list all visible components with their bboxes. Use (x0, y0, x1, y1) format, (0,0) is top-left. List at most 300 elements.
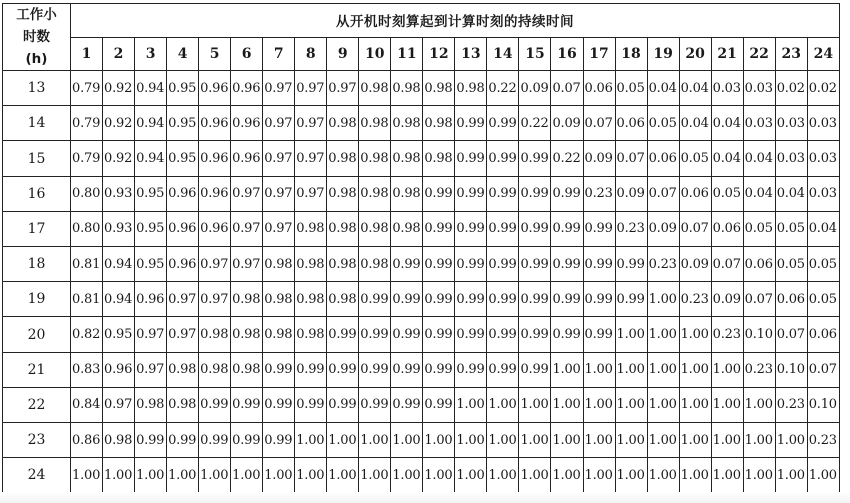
table-cell: 0.02 (775, 71, 807, 106)
table-cell: 0.99 (519, 211, 551, 246)
table-cell: 0.99 (487, 176, 519, 211)
table-cell: 0.98 (199, 317, 231, 352)
table-cell: 1.00 (615, 352, 647, 387)
table-cell: 0.09 (519, 71, 551, 106)
table-cell: 0.95 (103, 317, 135, 352)
table-cell: 0.95 (135, 176, 167, 211)
table-cell: 1.00 (551, 423, 583, 458)
table-cell: 0.98 (167, 387, 199, 422)
table-cell: 0.99 (455, 352, 487, 387)
table-cell: 0.99 (615, 282, 647, 317)
table-cell: 0.04 (679, 71, 711, 106)
table-cell: 1.00 (231, 458, 263, 493)
row-hours-label: 15 (3, 141, 71, 176)
column-header-20: 20 (679, 37, 711, 71)
table-cell: 0.98 (423, 71, 455, 106)
table-cell: 0.98 (391, 141, 423, 176)
table-cell: 0.96 (199, 211, 231, 246)
column-header-14: 14 (487, 37, 519, 71)
table-cell: 0.95 (135, 247, 167, 282)
table-cell: 0.99 (551, 176, 583, 211)
row-header-corner (3, 4, 71, 71)
table-cell: 0.98 (135, 387, 167, 422)
table-cell: 0.04 (743, 176, 775, 211)
table-cell: 0.99 (423, 387, 455, 422)
table-cell: 0.99 (391, 282, 423, 317)
table-cell: 1.00 (711, 423, 743, 458)
column-header-12: 12 (423, 37, 455, 71)
table-cell: 0.22 (519, 106, 551, 141)
table-cell: 0.22 (487, 71, 519, 106)
duration-span-title: 从开机时刻算起到计算时刻的持续时间 (71, 4, 840, 38)
table-cell: 0.79 (71, 141, 103, 176)
table-cell: 0.97 (263, 71, 295, 106)
table-cell: 0.97 (135, 317, 167, 352)
table-cell: 0.99 (455, 247, 487, 282)
table-cell: 0.99 (551, 211, 583, 246)
table-cell: 0.96 (199, 106, 231, 141)
row-hours-label: 20 (3, 317, 71, 352)
table-cell: 0.03 (807, 141, 839, 176)
coefficient-table (2, 3, 840, 494)
table-cell: 1.00 (423, 423, 455, 458)
table-cell: 0.05 (743, 211, 775, 246)
table-cell: 0.94 (103, 282, 135, 317)
table-cell: 0.99 (295, 352, 327, 387)
table-cell: 0.97 (295, 71, 327, 106)
table-cell: 0.98 (455, 71, 487, 106)
table-cell: 1.00 (807, 458, 839, 493)
table-cell: 1.00 (455, 387, 487, 422)
column-header-9: 9 (327, 37, 359, 71)
table-cell: 1.00 (263, 458, 295, 493)
table-cell: 0.99 (551, 282, 583, 317)
table-cell: 1.00 (583, 458, 615, 493)
table-cell: 0.98 (295, 282, 327, 317)
table-cell: 1.00 (519, 458, 551, 493)
row-hours-label: 17 (3, 211, 71, 246)
column-header-19: 19 (647, 37, 679, 71)
table-cell: 0.86 (71, 423, 103, 458)
table-cell: 1.00 (647, 458, 679, 493)
table-cell: 0.98 (199, 352, 231, 387)
column-header-23: 23 (775, 37, 807, 71)
table-cell: 0.10 (807, 387, 839, 422)
column-header-7: 7 (263, 37, 295, 71)
table-row (3, 282, 840, 317)
table-cell: 0.06 (807, 317, 839, 352)
table-cell: 0.03 (743, 106, 775, 141)
table-cell: 0.98 (359, 247, 391, 282)
table-cell: 0.96 (231, 71, 263, 106)
table-cell: 0.79 (71, 71, 103, 106)
table-cell: 0.99 (519, 176, 551, 211)
table-cell: 1.00 (647, 352, 679, 387)
table-cell: 0.98 (295, 211, 327, 246)
table-cell: 1.00 (551, 387, 583, 422)
table-cell: 0.98 (263, 282, 295, 317)
column-header-6: 6 (231, 37, 263, 71)
table-cell: 0.97 (263, 176, 295, 211)
column-header-10: 10 (359, 37, 391, 71)
table-cell: 0.94 (135, 141, 167, 176)
table-cell: 0.96 (167, 176, 199, 211)
table-cell: 0.99 (519, 247, 551, 282)
table-cell: 0.23 (615, 211, 647, 246)
column-header-8: 8 (295, 37, 327, 71)
corner-line-2: 时数 (23, 29, 50, 45)
table-cell: 0.99 (135, 423, 167, 458)
table-cell: 1.00 (455, 458, 487, 493)
table-cell: 1.00 (551, 352, 583, 387)
table-cell: 0.99 (583, 317, 615, 352)
table-cell: 0.06 (775, 282, 807, 317)
table-cell: 0.98 (231, 352, 263, 387)
table-cell: 0.96 (167, 247, 199, 282)
column-header-5: 5 (199, 37, 231, 71)
table-cell: 0.98 (327, 211, 359, 246)
table-cell: 0.99 (327, 317, 359, 352)
table-cell: 1.00 (327, 423, 359, 458)
table-cell: 0.96 (231, 141, 263, 176)
table-cell: 1.00 (775, 458, 807, 493)
table-cell: 0.96 (135, 282, 167, 317)
column-header-15: 15 (519, 37, 551, 71)
table-cell: 0.97 (135, 352, 167, 387)
table-cell: 0.97 (263, 141, 295, 176)
table-cell: 0.99 (487, 211, 519, 246)
table-cell: 0.99 (423, 176, 455, 211)
table-cell: 0.07 (711, 247, 743, 282)
row-hours-label: 22 (3, 387, 71, 422)
table-cell: 0.84 (71, 387, 103, 422)
table-cell: 0.98 (391, 176, 423, 211)
table-cell: 0.98 (391, 106, 423, 141)
table-cell: 0.81 (71, 247, 103, 282)
table-cell: 0.23 (647, 247, 679, 282)
table-cell: 0.04 (711, 141, 743, 176)
table-cell: 0.05 (647, 106, 679, 141)
table-cell: 0.06 (679, 176, 711, 211)
table-cell: 0.95 (135, 211, 167, 246)
table-row (3, 176, 840, 211)
table-cell: 1.00 (679, 352, 711, 387)
table-cell: 0.06 (647, 141, 679, 176)
table-cell: 0.03 (711, 71, 743, 106)
table-cell: 0.99 (359, 387, 391, 422)
table-cell: 0.97 (295, 141, 327, 176)
table-cell: 0.97 (263, 211, 295, 246)
table-cell: 0.98 (359, 141, 391, 176)
table-cell: 1.00 (103, 458, 135, 493)
table-cell: 0.99 (359, 317, 391, 352)
table-cell: 0.99 (231, 423, 263, 458)
table-cell: 0.09 (647, 211, 679, 246)
table-cell: 0.96 (199, 176, 231, 211)
table-cell: 0.05 (679, 141, 711, 176)
table-cell: 0.99 (167, 423, 199, 458)
table-cell: 1.00 (455, 423, 487, 458)
table-cell: 1.00 (71, 458, 103, 493)
table-cell: 0.99 (455, 141, 487, 176)
table-cell: 0.97 (199, 282, 231, 317)
table-cell: 1.00 (167, 458, 199, 493)
table-cell: 1.00 (679, 387, 711, 422)
row-hours-label: 18 (3, 247, 71, 282)
table-cell: 0.07 (775, 317, 807, 352)
table-cell: 0.99 (423, 317, 455, 352)
table-cell: 0.04 (679, 106, 711, 141)
table-cell: 0.04 (711, 106, 743, 141)
table-cell: 0.07 (807, 352, 839, 387)
table-cell: 0.09 (711, 282, 743, 317)
table-cell: 0.99 (583, 282, 615, 317)
table-cell: 0.98 (359, 176, 391, 211)
table-cell: 0.98 (359, 71, 391, 106)
table-cell: 0.99 (263, 387, 295, 422)
table-cell: 0.94 (135, 71, 167, 106)
table-cell: 0.07 (679, 211, 711, 246)
table-cell: 0.99 (391, 352, 423, 387)
table-cell: 0.99 (327, 387, 359, 422)
table-cell: 0.99 (359, 352, 391, 387)
table-cell: 0.07 (551, 71, 583, 106)
table-cell: 1.00 (359, 458, 391, 493)
table-cell: 0.98 (327, 247, 359, 282)
table-cell: 0.99 (487, 141, 519, 176)
table-cell: 0.80 (71, 211, 103, 246)
column-header-4: 4 (167, 37, 199, 71)
table-cell: 0.94 (103, 247, 135, 282)
table-cell: 0.83 (71, 352, 103, 387)
table-cell: 0.99 (263, 423, 295, 458)
table-cell: 0.99 (199, 423, 231, 458)
corner-line-3: (h) (25, 51, 48, 67)
table-cell: 0.79 (71, 106, 103, 141)
table-cell: 0.97 (231, 247, 263, 282)
table-cell: 0.98 (263, 317, 295, 352)
table-cell: 0.98 (295, 247, 327, 282)
table-cell: 0.98 (327, 106, 359, 141)
table-cell: 1.00 (487, 387, 519, 422)
table-cell: 0.04 (807, 211, 839, 246)
table-row (3, 387, 840, 422)
table-cell: 0.23 (807, 423, 839, 458)
table-cell: 0.95 (167, 71, 199, 106)
table-row (3, 71, 840, 106)
table-cell: 0.04 (775, 176, 807, 211)
table-cell: 0.05 (711, 176, 743, 211)
table-cell: 1.00 (359, 423, 391, 458)
table-cell: 1.00 (519, 423, 551, 458)
table-cell: 0.99 (583, 247, 615, 282)
table-cell: 0.99 (391, 317, 423, 352)
column-header-17: 17 (583, 37, 615, 71)
row-hours-label: 14 (3, 106, 71, 141)
table-cell: 0.98 (391, 71, 423, 106)
table-row (3, 423, 840, 458)
column-header-1: 1 (71, 37, 103, 71)
table-cell: 0.99 (551, 247, 583, 282)
table-cell: 0.99 (487, 282, 519, 317)
column-header-3: 3 (135, 37, 167, 71)
table-cell: 0.98 (231, 282, 263, 317)
column-header-16: 16 (551, 37, 583, 71)
table-cell: 0.99 (519, 317, 551, 352)
table-cell: 0.06 (743, 247, 775, 282)
table-cell: 0.98 (359, 211, 391, 246)
corner-line-1: 工作小 (16, 7, 57, 23)
table-cell: 0.95 (167, 106, 199, 141)
table-cell: 1.00 (647, 282, 679, 317)
table-cell: 0.03 (807, 176, 839, 211)
table-cell: 0.99 (423, 247, 455, 282)
table-cell: 0.05 (807, 282, 839, 317)
table-cell: 0.99 (487, 106, 519, 141)
table-cell: 0.97 (103, 387, 135, 422)
table-cell: 1.00 (647, 387, 679, 422)
table-cell: 1.00 (487, 423, 519, 458)
column-header-21: 21 (711, 37, 743, 71)
table-cell: 0.99 (487, 317, 519, 352)
page-bottom-margin (0, 492, 850, 503)
table-cell: 0.23 (711, 317, 743, 352)
table-cell: 1.00 (711, 352, 743, 387)
table-cell: 0.09 (551, 106, 583, 141)
table-cell: 0.99 (455, 282, 487, 317)
table-cell: 0.99 (199, 387, 231, 422)
table-cell: 1.00 (711, 387, 743, 422)
table-cell: 0.99 (583, 211, 615, 246)
table-cell: 0.09 (583, 141, 615, 176)
table-cell: 1.00 (295, 458, 327, 493)
row-hours-label: 19 (3, 282, 71, 317)
table-cell: 0.99 (263, 352, 295, 387)
table-cell: 1.00 (199, 458, 231, 493)
table-cell: 0.96 (199, 141, 231, 176)
table-cell: 0.98 (231, 317, 263, 352)
column-header-18: 18 (615, 37, 647, 71)
table-cell: 0.96 (103, 352, 135, 387)
column-header-11: 11 (391, 37, 423, 71)
table-cell: 1.00 (519, 387, 551, 422)
table-cell: 0.96 (231, 106, 263, 141)
table-body (3, 71, 840, 494)
table-cell: 0.80 (71, 176, 103, 211)
table-cell: 1.00 (615, 317, 647, 352)
table-cell: 0.09 (615, 176, 647, 211)
table-cell: 0.99 (519, 352, 551, 387)
table-row (3, 211, 840, 246)
table-cell: 1.00 (647, 423, 679, 458)
table-cell: 0.97 (263, 106, 295, 141)
table-cell: 1.00 (391, 423, 423, 458)
table-cell: 0.99 (423, 352, 455, 387)
table-row (3, 106, 840, 141)
table-cell: 0.23 (775, 387, 807, 422)
table-cell: 0.98 (391, 211, 423, 246)
table-cell: 0.04 (743, 141, 775, 176)
table-cell: 0.99 (615, 247, 647, 282)
table-cell: 1.00 (679, 458, 711, 493)
table-cell: 0.93 (103, 176, 135, 211)
table-cell: 0.97 (231, 211, 263, 246)
table-cell: 1.00 (135, 458, 167, 493)
column-header-13: 13 (455, 37, 487, 71)
table-cell: 0.99 (519, 282, 551, 317)
table-cell: 0.03 (807, 106, 839, 141)
table-cell: 0.99 (455, 106, 487, 141)
table-cell: 1.00 (679, 423, 711, 458)
table-cell: 0.94 (135, 106, 167, 141)
table-cell: 0.06 (583, 71, 615, 106)
table-cell: 0.93 (103, 211, 135, 246)
table-cell: 0.23 (743, 352, 775, 387)
table-cell: 0.99 (391, 247, 423, 282)
table-cell: 0.23 (679, 282, 711, 317)
table-cell: 0.04 (647, 71, 679, 106)
table-cell: 0.99 (487, 247, 519, 282)
table-cell: 0.99 (551, 317, 583, 352)
table-cell: 1.00 (711, 458, 743, 493)
row-hours-label: 21 (3, 352, 71, 387)
table-cell: 0.99 (455, 176, 487, 211)
table-cell: 0.96 (199, 71, 231, 106)
column-header-2: 2 (103, 37, 135, 71)
table-cell: 0.98 (423, 106, 455, 141)
table-cell: 0.98 (167, 352, 199, 387)
table-cell: 0.99 (487, 352, 519, 387)
table-cell: 0.23 (583, 176, 615, 211)
table-cell: 0.05 (775, 211, 807, 246)
table-cell: 1.00 (327, 458, 359, 493)
table-cell: 1.00 (391, 458, 423, 493)
column-header-24: 24 (807, 37, 839, 71)
table-cell: 1.00 (775, 423, 807, 458)
table-cell: 0.10 (775, 352, 807, 387)
table-cell: 0.06 (615, 106, 647, 141)
table-cell: 0.97 (295, 176, 327, 211)
table-cell: 1.00 (583, 387, 615, 422)
table-cell: 1.00 (615, 387, 647, 422)
column-header-row (3, 37, 840, 71)
table-cell: 0.98 (423, 141, 455, 176)
table-cell: 0.98 (327, 282, 359, 317)
table-cell: 0.09 (679, 247, 711, 282)
table-cell: 0.99 (455, 317, 487, 352)
table-cell: 1.00 (615, 458, 647, 493)
row-hours-label: 13 (3, 71, 71, 106)
table-cell: 1.00 (647, 317, 679, 352)
table-cell: 0.99 (423, 211, 455, 246)
table-cell: 1.00 (487, 458, 519, 493)
table-cell: 0.97 (231, 176, 263, 211)
table-cell: 0.99 (519, 141, 551, 176)
table-row (3, 247, 840, 282)
table-cell: 0.97 (327, 71, 359, 106)
table-cell: 0.96 (167, 211, 199, 246)
table-cell: 0.06 (711, 211, 743, 246)
table-cell: 0.99 (327, 352, 359, 387)
table-cell: 0.05 (807, 247, 839, 282)
table-cell: 0.99 (359, 282, 391, 317)
table-cell: 0.22 (551, 141, 583, 176)
table-cell: 0.99 (391, 387, 423, 422)
table-cell: 0.98 (295, 317, 327, 352)
table-cell: 1.00 (423, 458, 455, 493)
table-cell: 0.81 (71, 282, 103, 317)
table-cell: 0.07 (647, 176, 679, 211)
